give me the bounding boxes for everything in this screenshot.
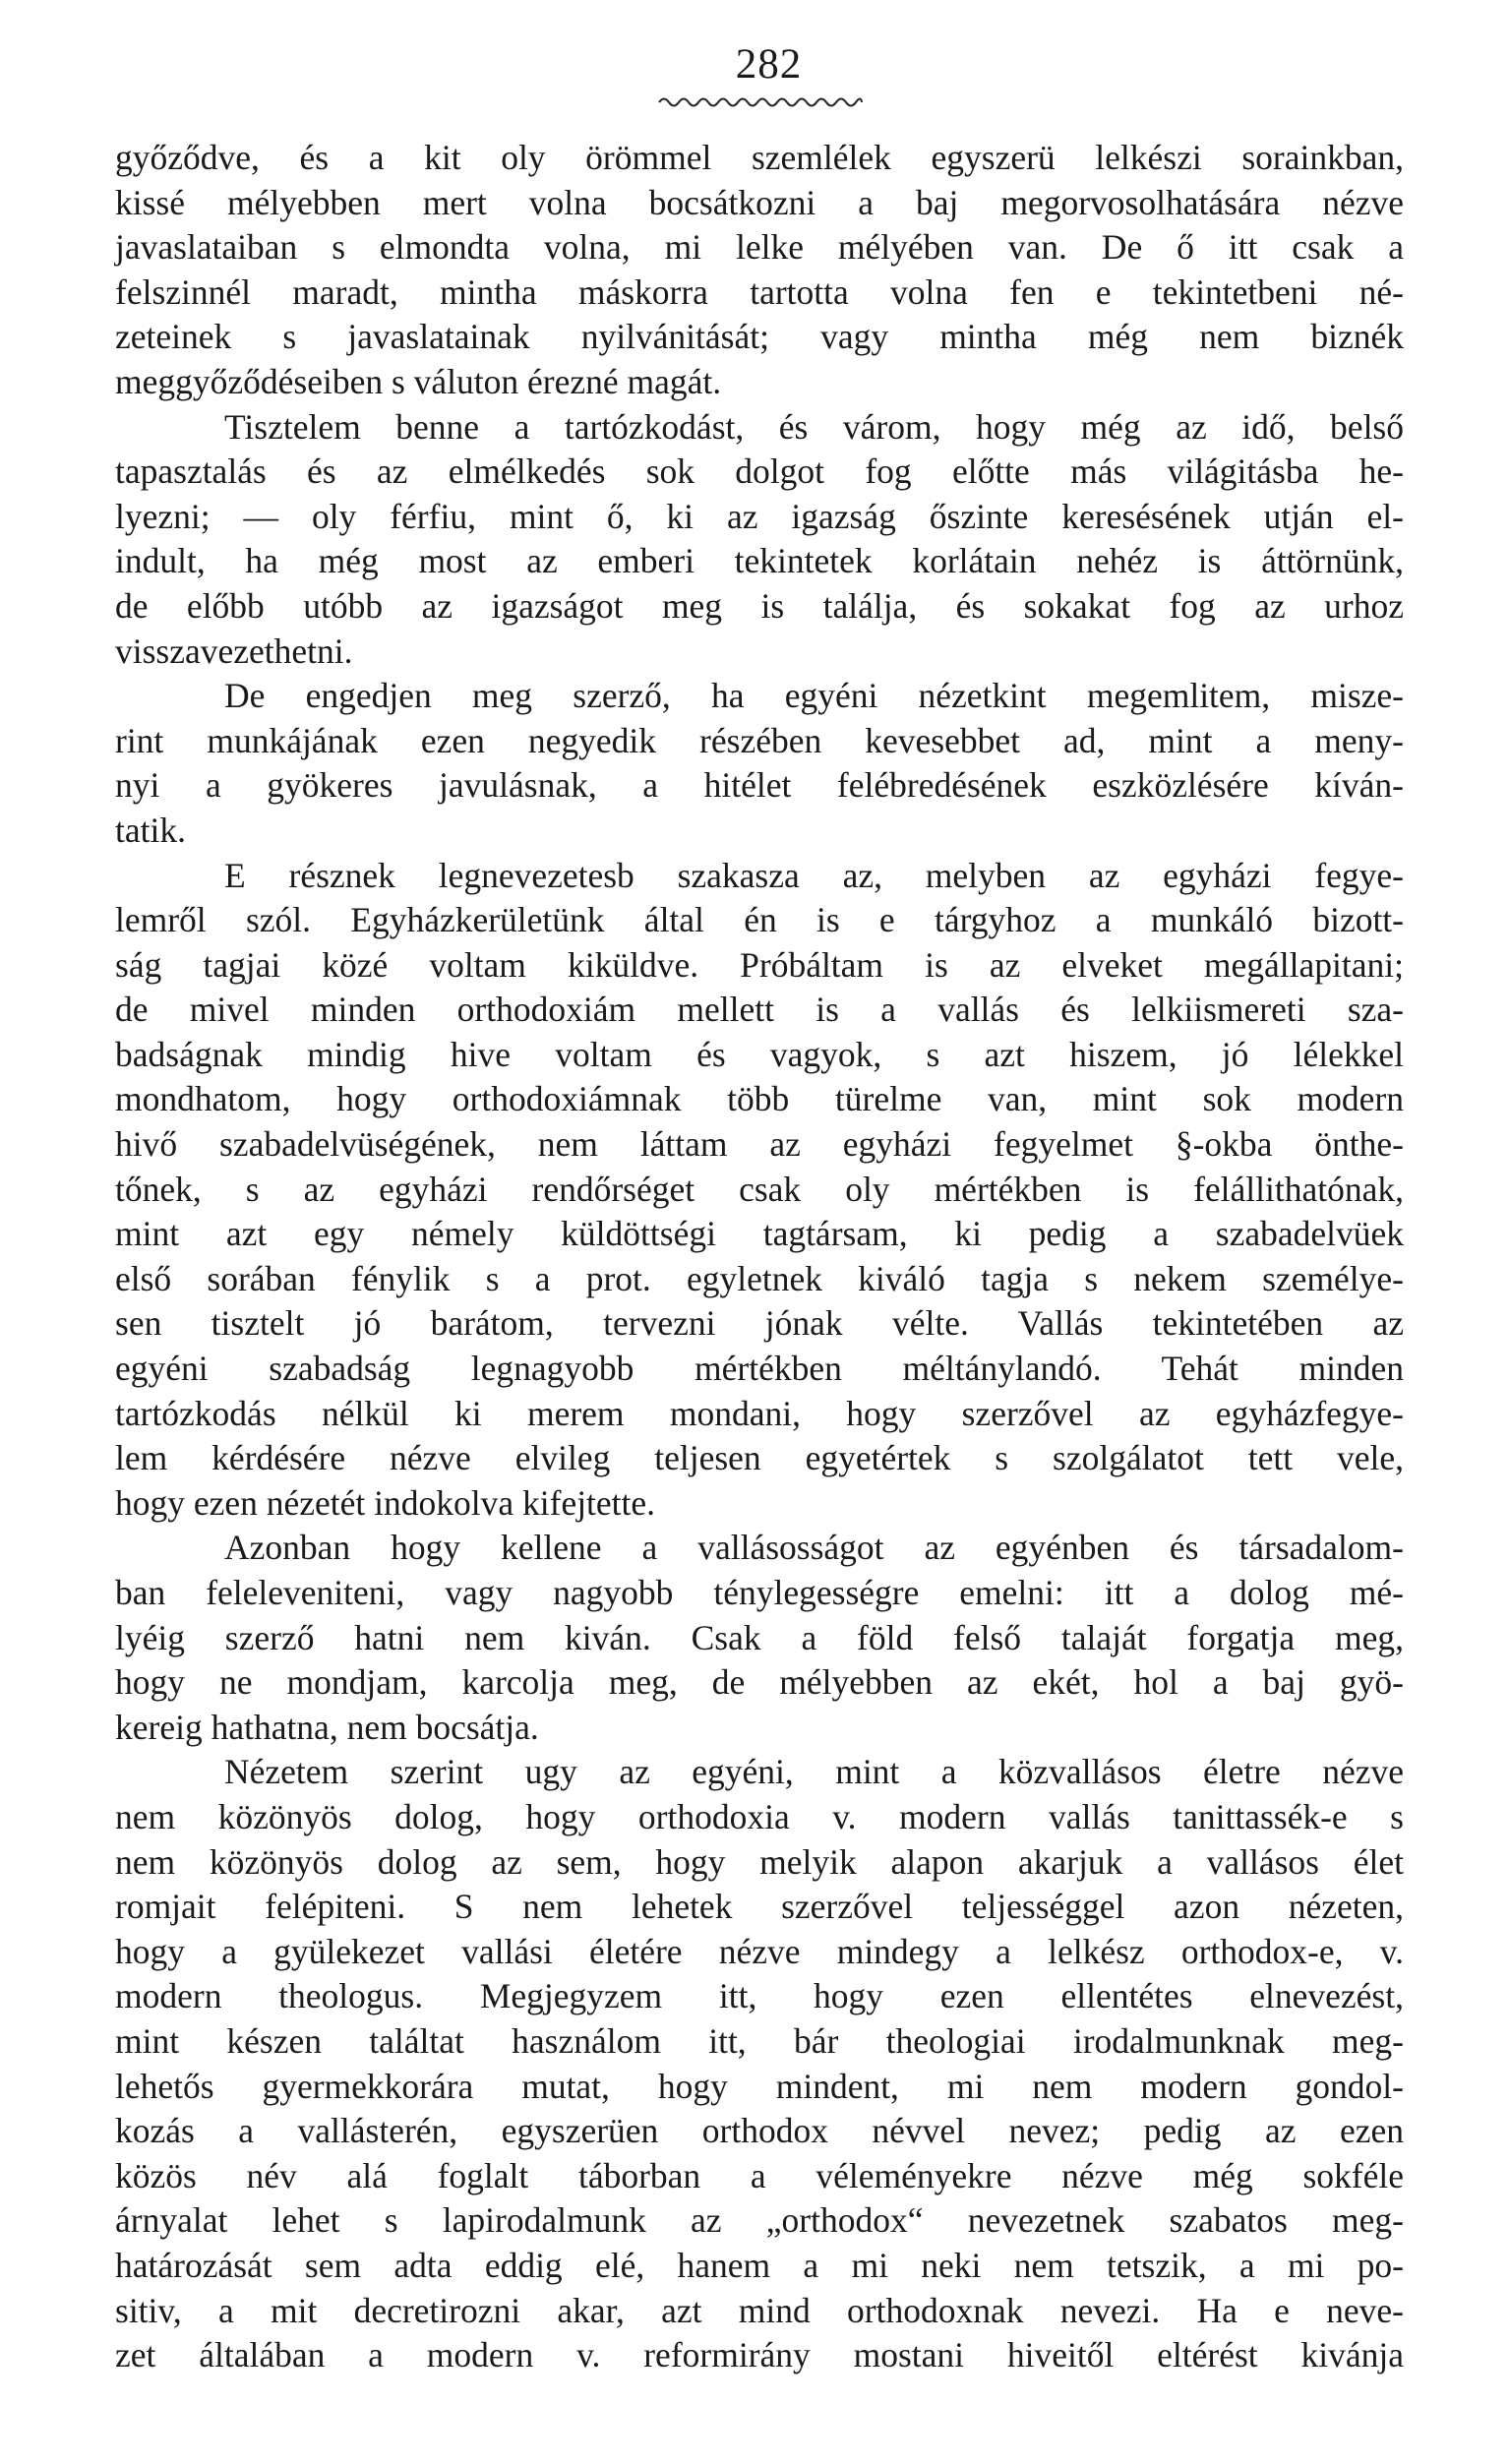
- text-line: nyi a gyökeres javulásnak, a hitélet felébredésének eszközlésére kíván-: [115, 765, 1404, 806]
- text-line: kissé mélyebben mert volna bocsátkozni a baj megorvosolhatására nézve: [115, 182, 1404, 222]
- text-line: meggyőződéseiben s váluton érezné magát.: [115, 361, 722, 401]
- text-line: sen tisztelt jó barátom, tervezni jónak vélte. Vallás tekintetében az: [115, 1303, 1404, 1344]
- text-line: lyezni; — oly férfiu, mint ő, ki az igazság őszinte keresésének utján el-: [115, 496, 1404, 536]
- text-line: hogy a gyülekezet vallási életére nézve mindegy a lelkész orthodox-e, v.: [115, 1931, 1404, 1971]
- text-line: indult, ha még most az emberi tekintetek korlátain nehéz is áttörnünk,: [115, 541, 1404, 581]
- text-line: első sorában fénylik s a prot. egyletnek kiváló tagja s nekem személye-: [115, 1258, 1404, 1298]
- text-line: Tisztelem benne a tartózkodást, és várom, hogy még az idő, belső: [224, 406, 1404, 447]
- text-line: lyéig szerző hatni nem kiván. Csak a föld felső talaját forgatja meg,: [115, 1617, 1404, 1657]
- text-line: közös név alá foglalt táborban a véleményekre nézve még sokféle: [115, 2155, 1404, 2195]
- text-line: lem kérdésére nézve elvileg teljesen egyetértek s szolgálatot tett vele,: [115, 1438, 1404, 1478]
- text-line: tartózkodás nélkül ki merem mondani, hogy szerzővel az egyházfegye-: [115, 1393, 1404, 1433]
- page-header: [0, 41, 1510, 89]
- text-line: Nézetem szerint ugy az egyéni, mint a közvallásos életre nézve: [224, 1752, 1404, 1792]
- text-line: ban feleleveniteni, vagy nagyobb ténylegességre emelni: itt a dolog mé-: [115, 1573, 1404, 1612]
- text-line: de előbb utóbb az igazságot meg is találja, és sokakat fog az urhoz: [115, 585, 1404, 626]
- text-line: árnyalat lehet s lapirodalmunk az „orthodox“ nevezetnek szabatos meg-: [115, 2200, 1404, 2241]
- text-line: győződve, és a kit oly örömmel szemlélek egyszerü lelkészi sorainkban,: [115, 138, 1404, 177]
- text-line: Azonban hogy kellene a vallásosságot az egyénben és társadalom-: [224, 1528, 1404, 1568]
- text-line: hogy ezen nézetét indokolva kifejtette.: [115, 1482, 656, 1523]
- text-line: rint munkájának ezen negyedik részében kevesebbet ad, mint a meny-: [115, 720, 1404, 760]
- text-line: de mivel minden orthodoxiám mellett is a vallás és lelkiismereti sza-: [115, 990, 1404, 1030]
- text-line: nem közönyös dolog az sem, hogy melyik alapon akarjuk a vallásos élet: [115, 1841, 1404, 1882]
- text-line: sitiv, a mit decretirozni akar, azt mind orthodoxnak nevezi. Ha e neve-: [115, 2290, 1404, 2330]
- text-line: lehetős gyermekkorára mutat, hogy mindent, mi nem modern gondol-: [115, 2066, 1404, 2106]
- text-line: javaslataiban s elmondta volna, mi lelke mélyében van. De ő itt csak a: [115, 227, 1404, 268]
- text-line: tatik.: [115, 810, 186, 850]
- text-line: badságnak mindig hive voltam és vagyok, s azt hiszem, jó lélekkel: [115, 1034, 1404, 1074]
- text-line: ság tagjai közé voltam kiküldve. Próbáltam is az elveket megállapitani;: [115, 944, 1404, 985]
- text-line: romjait felépiteni. S nem lehetek szerzővel teljességgel azon nézeten,: [115, 1887, 1404, 1927]
- wavy-ornament-icon: [657, 92, 864, 112]
- text-line: zeteinek s javaslatainak nyilvánitását; vagy mintha még nem biznék: [115, 317, 1404, 357]
- page-number: 282: [735, 41, 803, 88]
- text-line: egyéni szabadság legnagyobb mértékben méltánylandó. Tehát minden: [115, 1349, 1404, 1389]
- text-line: felszinnél maradt, mintha máskorra tartotta volna fen e tekintetbeni né-: [115, 271, 1404, 312]
- text-line: kereig hathatna, nem bocsátja.: [115, 1707, 539, 1747]
- text-line: visszavezethetni.: [115, 631, 353, 671]
- text-line: mondhatom, hogy orthodoxiámnak több türelme van, mint sok modern: [115, 1079, 1404, 1119]
- text-line: határozását sem adta eddig elé, hanem a mi neki nem tetszik, a mi po-: [115, 2245, 1404, 2285]
- text-line: hogy ne mondjam, karcolja meg, de mélyebben az ekét, hol a baj gyö-: [115, 1662, 1404, 1703]
- text-line: E résznek legnevezetesb szakasza az, melyben az egyházi fegye-: [224, 855, 1404, 895]
- text-line: hivő szabadelvüségének, nem láttam az egyházi fegyelmet §-okba önthe-: [115, 1124, 1404, 1165]
- text-line: kozás a vallásterén, egyszerüen orthodox névvel nevez; pedig az ezen: [115, 2111, 1404, 2151]
- text-line: zet általában a modern v. reformirány mostani hiveitől eltérést kivánja: [115, 2335, 1404, 2375]
- text-line: tőnek, s az egyházi rendőrséget csak oly mértékben is felállithatónak,: [115, 1169, 1404, 1209]
- text-line: mint készen találtat használom itt, bár theologiai irodalmunknak meg-: [115, 2020, 1404, 2061]
- text-line: nem közönyös dolog, hogy orthodoxia v. modern vallás tanittassék-e s: [115, 1796, 1404, 1836]
- text-line: mint azt egy némely küldöttségi tagtársam, ki pedig a szabadelvüek: [115, 1214, 1404, 1254]
- text-line: tapasztalás és az elmélkedés sok dolgot fog előtte más világitásba he-: [115, 451, 1404, 492]
- text-line: lemről szól. Egyházkerületünk által én is e tárgyhoz a munkáló bizott-: [115, 900, 1404, 940]
- body-text: [115, 136, 1404, 2378]
- text-line: modern theologus. Megjegyzem itt, hogy ezen ellentétes elnevezést,: [115, 1976, 1404, 2016]
- text-line: De engedjen meg szerző, ha egyéni nézetkint megemlitem, misze-: [224, 676, 1404, 716]
